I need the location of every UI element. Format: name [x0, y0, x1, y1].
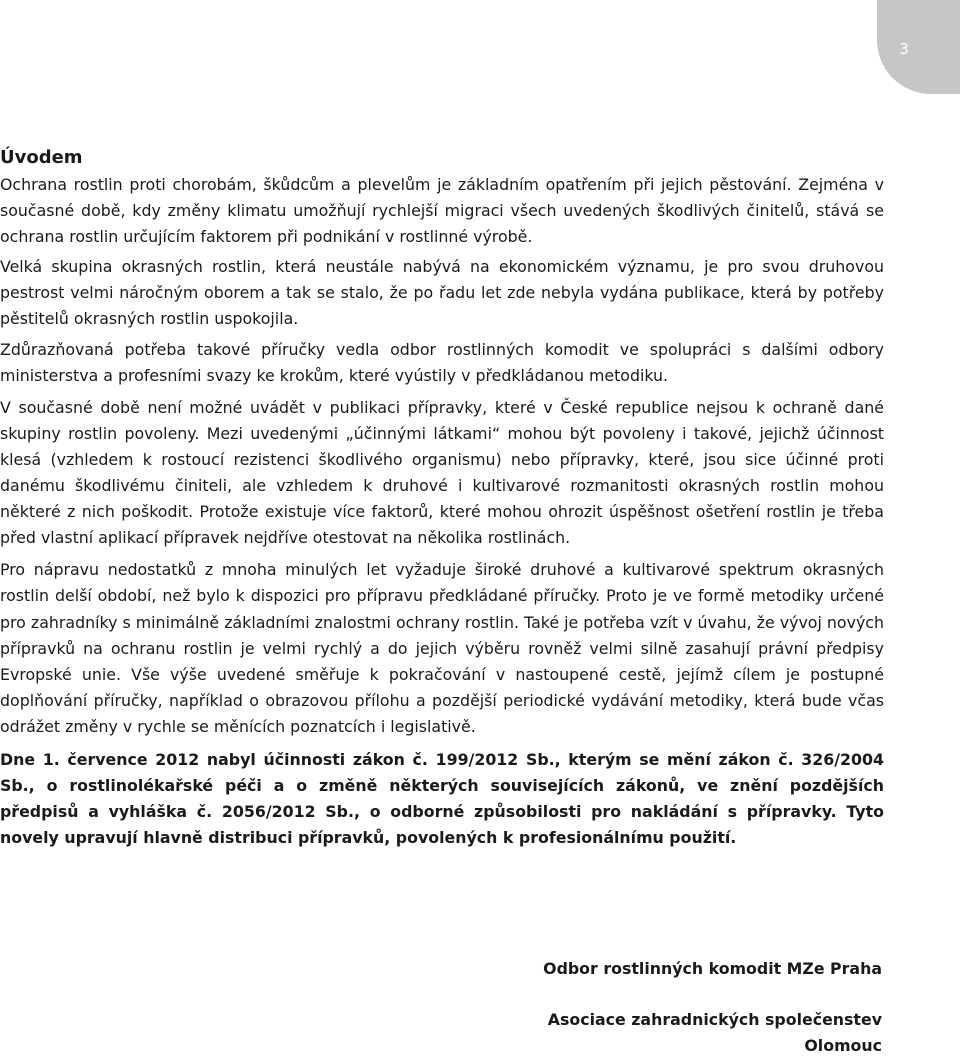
signature-association-name: Asociace zahradnických společenstev [547, 1010, 882, 1029]
signature-association-city: Olomouc [804, 1036, 882, 1055]
paragraph-3: Zdůrazňovaná potřeba takové příručky vedla odbor rostlinných komodit ve spolupráci s dalšími odbory ministerstva a profesními svazy ke krokům, které vyústily v předkládanou metodiku. [0, 339, 884, 385]
paragraph-5: Pro nápravu nedostatků z mnoha minulých let vyžaduje široké druhové a kultivarové spektrum okrasných rostlin delší období, než bylo k dispozici pro přípravu předkládané příručky. Proto je ve formě metodiky určené pro zahradníky s minimálně základními znalostmi ochrany rostlin. Také je potřeba vzít v úvahu, že vývoj nových přípravků na ochranu rostlin je velmi rychlý a do jejich výběru rovněž velmi silně zasahují právní předpisy Evropské unie. Vše výše uvedené směřuje k pokračování v nastoupené cestě, jejímž cílem je postupné doplňování příručky, například o obrazovou přílohu a pozdější periodické vydávání metodiky, která bude včas odrážet změny v rychle se měnících poznatcích i legislativě. [0, 560, 884, 736]
page-number: 3 [899, 40, 909, 58]
signature-ministry: Odbor rostlinných komodit MZe Praha [543, 959, 882, 978]
paragraph-1: Ochrana rostlin proti chorobám, škůdcům a plevelům je základním opatřením při jejich pěstování. Zejména v současné době, kdy změny klimatu umožňují rychlejší migraci všech uvedených škodlivých činitelů, stává se ochrana rostlin určujícím faktorem při podnikání v rostlinné výrobě. [0, 175, 884, 247]
document-body [0, 146, 884, 851]
paragraph-4: V současné době není možné uvádět v publikaci přípravky, které v České republice nejsou k ochraně dané skupiny rostlin povoleny. Mezi uvedenými „účinnými látkami“ mohou být povoleny i takové, jejichž účinnost klesá (vzhledem k rostoucí rezistenci škodlivého organismu) nebo přípravky, které, jsou sice účinné proti danému škodlivému činiteli, ale vzhledem k druhové i kultivarové rozmanitosti okrasných rostlin mohou některé z nich poškodit. Protože existuje více faktorů, které mohou ohrozit úspěšnost ošetření rostlin je třeba před vlastní aplikací přípravek nejdříve otestovat na několika rostlinách. [0, 397, 884, 548]
signature-association [548, 1007, 882, 1059]
legislation-notice: Dne 1. července 2012 nabyl účinnosti zákon č. 199/2012 Sb., kterým se mění zákon č. 326/2004 Sb., o rostlinolékařské péči a o změně některých souvisejících zákonů, ve znění pozdějších předpisů a vyhláška č. 2056/2012 Sb., o odborné způsobilosti pro nakládání s přípravky. Tyto novely upravují hlavně distribuci přípravků, povolených k profesionálnímu použití. [0, 749, 884, 848]
paragraph-2: Velká skupina okrasných rostlin, která neustále nabývá na ekonomickém významu, je pro svou druhovou pestrost velmi náročným oborem a tak se stalo, že po řadu let zde nebyla vydána publikace, která by potřeby pěstitelů okrasných rostlin uspokojila. [0, 257, 884, 329]
section-heading: Úvodem [0, 147, 83, 168]
